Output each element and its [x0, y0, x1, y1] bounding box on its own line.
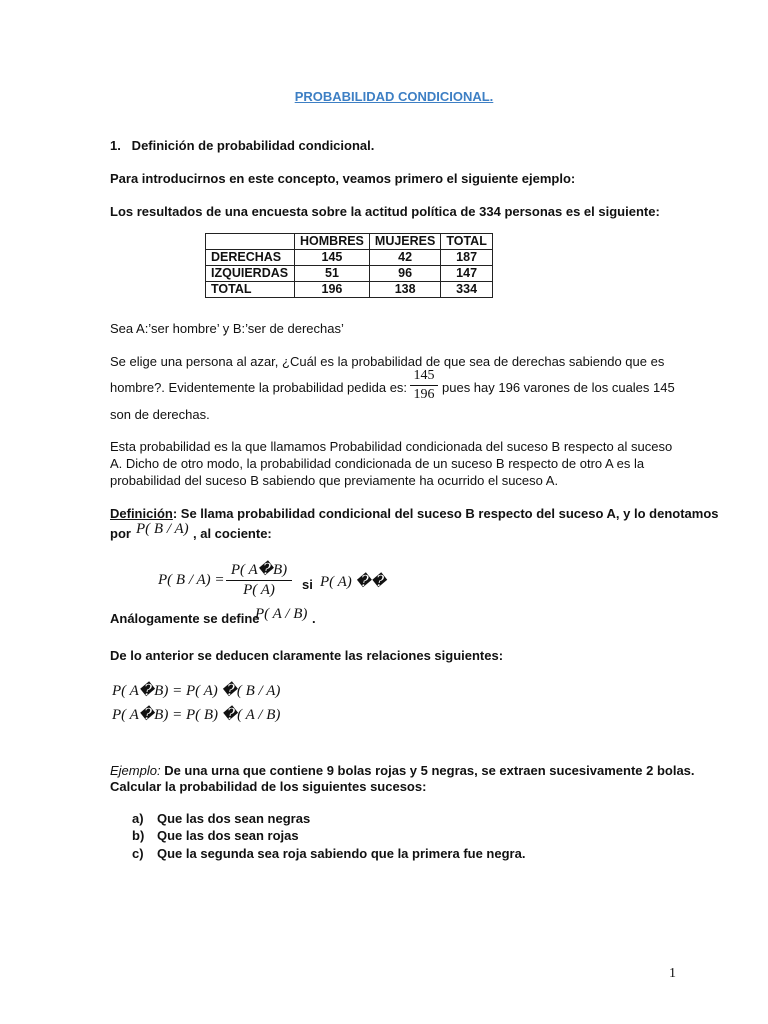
list-item-marker: a) — [132, 811, 144, 826]
question-line-2a: hombre?. Evidentemente la probabilidad pedida es: — [110, 380, 408, 395]
relations-intro: De lo anterior se deducen claramente las relaciones siguientes: — [110, 648, 504, 663]
table-cell: 334 — [441, 282, 493, 298]
formula-denominator: P( A) — [243, 582, 275, 598]
list-item-marker: b) — [132, 828, 145, 843]
events-definition: Sea A:’ser hombre’ y B:’ser de derechas’ — [110, 321, 344, 336]
table-cell: 187 — [441, 250, 493, 266]
example-text: De una urna que contiene 9 bolas rojas y 5 negras, se extraen sucesivamente 2 bolas. — [160, 763, 695, 778]
fraction-numerator: 145 — [413, 368, 435, 383]
formula-si: si — [302, 577, 313, 592]
table-cell: 42 — [369, 250, 440, 266]
table-cell: 196 — [295, 282, 370, 298]
definition-por: por — [110, 526, 131, 541]
formula-fraction — [226, 560, 292, 599]
formula-lhs: P( B / A) = — [158, 572, 225, 588]
list-item: Que las dos sean negras — [157, 811, 311, 826]
table-cell: IZQUIERDAS — [206, 266, 295, 282]
table-cell: 145 — [295, 250, 370, 266]
survey-table — [205, 233, 493, 298]
analog-dot: . — [312, 611, 316, 626]
formula-condition: P( A) �� — [320, 574, 387, 590]
definition-label: Definición — [110, 506, 173, 521]
relation-2: P( A�B) = P( B) �( A / B) — [112, 707, 281, 723]
table-row — [206, 282, 493, 298]
table-row — [206, 250, 493, 266]
formula-numerator: P( A�B) — [230, 562, 288, 578]
analog-text: Análogamente se define — [110, 611, 260, 626]
fraction-denominator: 196 — [413, 387, 435, 402]
table-header-row — [206, 234, 493, 250]
intro-paragraph: Para introducirnos en este concepto, veamos primero el siguiente ejemplo: — [110, 171, 576, 186]
survey-paragraph: Los resultados de una encuesta sobre la actitud política de 334 personas es el siguiente: — [110, 204, 660, 219]
table-cell: 138 — [369, 282, 440, 298]
table-header-cell: HOMBRES — [295, 234, 370, 250]
analog-math: P( A / B) — [255, 606, 308, 622]
table-header-cell: MUJERES — [369, 234, 440, 250]
table-cell: 51 — [295, 266, 370, 282]
page-number: 1 — [669, 966, 676, 981]
question-line-2b: pues hay 196 varones de los cuales 145 — [442, 380, 675, 395]
fraction-bar — [410, 385, 438, 386]
example-label: Ejemplo: — [110, 763, 161, 778]
paragraph-line-3: probabilidad del suceso B sabiendo que previamente ha ocurrido el suceso A. — [110, 473, 559, 488]
formula-bar — [226, 580, 292, 581]
definition-text: : Se llama probabilidad condicional del suceso B respecto del suceso A, y lo denotamos — [172, 506, 719, 521]
table-cell: DERECHAS — [206, 250, 295, 266]
table-cell: 147 — [441, 266, 493, 282]
document-title: PROBABILIDAD CONDICIONAL. — [294, 89, 494, 104]
relation-1: P( A�B) = P( A) �( B / A) — [112, 683, 281, 699]
paragraph-line-1: Esta probabilidad es la que llamamos Probabilidad condicionada del suceso B respecto al suceso — [110, 439, 673, 454]
fraction-145-196 — [410, 368, 438, 403]
list-item: Que las dos sean rojas — [157, 828, 299, 843]
table-cell: 96 — [369, 266, 440, 282]
table-row — [206, 266, 493, 282]
list-item: Que la segunda sea roja sabiendo que la primera fue negra. — [157, 846, 526, 861]
section-heading: 1. Definición de probabilidad condicional. — [110, 138, 375, 153]
list-item-marker: c) — [132, 846, 144, 861]
example-line-2: Calcular la probabilidad de los siguientes sucesos: — [110, 779, 427, 794]
definition-math: P( B / A) — [136, 521, 189, 537]
table-header-cell: TOTAL — [441, 234, 493, 250]
example-line-1 — [110, 762, 695, 779]
definition-tail: , al cociente: — [193, 526, 272, 541]
table-header-cell — [206, 234, 295, 250]
definition-line — [110, 505, 719, 522]
question-line-1: Se elige una persona al azar, ¿Cuál es la probabilidad de que sea de derechas sabiendo que es — [110, 354, 665, 369]
question-line-3: son de derechas. — [110, 407, 210, 422]
paragraph-line-2: A. Dicho de otro modo, la probabilidad condicionada de un suceso B respecto de otro A es la — [110, 456, 645, 471]
table-cell: TOTAL — [206, 282, 295, 298]
